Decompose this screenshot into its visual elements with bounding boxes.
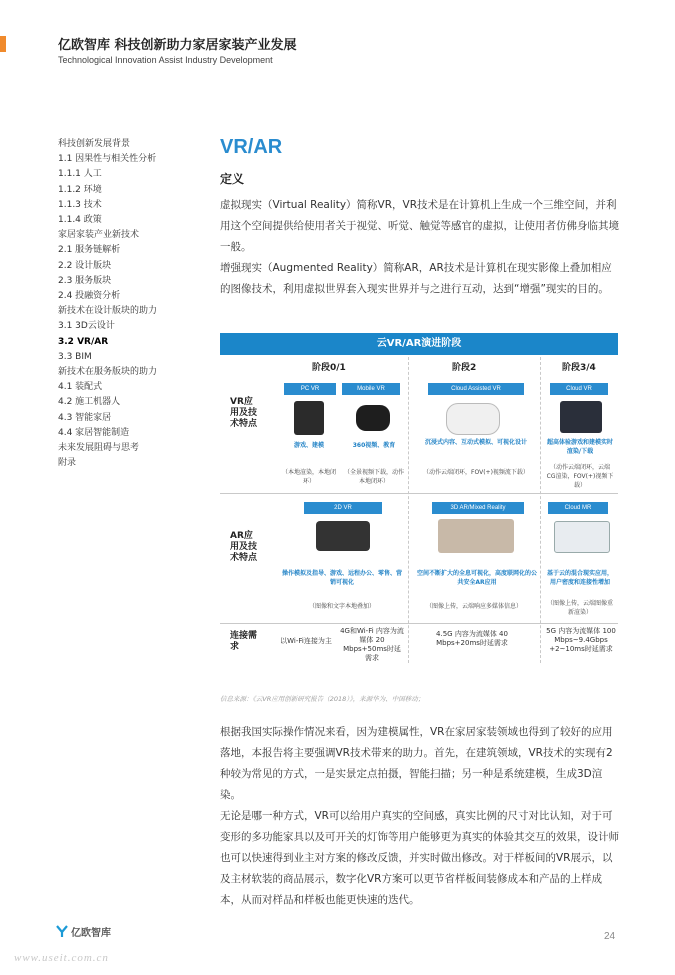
- connectivity-stage1: 4G和Wi-Fi 内容为流媒体 20 Mbps+50ms时延需求: [340, 627, 404, 662]
- ar-glasses-image: [316, 521, 370, 551]
- ar-stage0-use: 操作模拟及指导、游戏、远程办公、零售、营销可视化: [281, 570, 402, 586]
- vr-stage0-note: （本地渲染，本地闭环）: [281, 469, 336, 485]
- tag-cloud-assisted-vr: Cloud Assisted VR: [428, 383, 524, 395]
- footer-logo: [56, 924, 111, 939]
- tag-cloud-vr: Cloud VR: [550, 383, 608, 395]
- vr-stage3-note: （动作云端闭环，云端CG渲染，FOV(+)视频下载）: [546, 464, 614, 489]
- toc-item[interactable]: 4.4 家居智能制造: [58, 427, 130, 438]
- application-paragraph: 根据我国实际操作情况来看，因为建模属性，VR在家居家装领域也得到了较好的应用落地，本报告将主要强调VR技术带来的助力。首先，在建筑领域，VR技术的实现有2种较为常见的方式，一是实景定点拍摄，智能扫描；另一种是系统建模，生成3D渲染。: [220, 726, 613, 801]
- toc-item[interactable]: 科技创新发展背景: [58, 139, 131, 149]
- toc-item[interactable]: 1.1.4 政策: [58, 215, 102, 226]
- tag-mobile-vr: Mobile VR: [342, 383, 400, 395]
- stage-header: 阶段2: [452, 363, 477, 373]
- toc-item[interactable]: 1.1.1 人工: [58, 169, 102, 180]
- stage-header: 阶段3/4: [562, 363, 596, 373]
- toc-item[interactable]: 3.1 3D云设计: [58, 321, 115, 332]
- row-label-ar: AR应用及技术特点: [230, 531, 258, 563]
- vr-stage1-use: 360视频、教育: [352, 442, 396, 449]
- header-title: 亿欧智库 科技创新助力家居家装产业发展: [58, 38, 297, 53]
- ar-stage3-use: 基于云的混合现实应用，用户密度和连接性增加: [546, 570, 613, 586]
- toc-item[interactable]: 附录: [58, 458, 77, 469]
- vr-stage2-note: （动作云端闭环，FOV(+)视频流下载）: [423, 469, 529, 476]
- vr-stage2-use: 沉浸式内容、互动式模拟、可视化设计: [424, 439, 527, 446]
- vr-stage3-use: 超高体验游戏和建模实时渲染/下载: [546, 439, 613, 455]
- toc-item[interactable]: 1.1.2 环境: [58, 184, 102, 195]
- toc-item[interactable]: 4.1 装配式: [58, 382, 103, 393]
- ar-stage2-use: 空间不断扩大的全息可视化，高度联网化的公共安全AR应用: [416, 570, 537, 586]
- page-number: 24: [604, 931, 616, 942]
- cloud-assisted-vr-headset-image: [446, 403, 500, 435]
- tag-cloud-mr: Cloud MR: [548, 502, 608, 514]
- cloud-vr-ar-stage-table: [220, 333, 618, 663]
- benefit-paragraph: 无论是哪一种方式，VR可以给用户真实的空间感，真实比例的尺寸对比认知，对于可变形的多功能家具以及可开关的灯饰等用户能够更为真实的体验其交互的效果，设计师也可以快速得到业主对方案的修改反馈，并实时做出修改。对于样板间的VR展示，以及主材软装的商品展示，数字化VR方案可以更节省样板间装修成本和产品的上样成本，从而对样品和样板也能更快速的迭代。: [220, 810, 619, 906]
- stage-header: 阶段0/1: [312, 363, 346, 373]
- definition-heading: 定义: [220, 172, 245, 186]
- ar-definition-paragraph: 增强现实（Augmented Reality）简称AR，AR技术是计算机在现实影像上叠加相应的图像技术，利用虚拟世界套入现实世界并与之进行互动，达到“增强”现实的目的。: [220, 262, 612, 295]
- vr-stage0-use: 游戏、建模: [293, 442, 324, 449]
- toc-item[interactable]: 2.3 服务版块: [58, 275, 112, 286]
- row-divider: [220, 493, 618, 494]
- ar-stage3-note: （图像上传，云端图像重新渲染）: [546, 600, 613, 616]
- toc-item[interactable]: 2.4 投融资分析: [58, 291, 121, 302]
- tag-pc-vr: PC VR: [284, 383, 336, 395]
- source-note: 信息来源：《云VR应用创新研究报告（2018）》，来源华为、中国移动；: [220, 695, 425, 703]
- header-subtitle: Technological Innovation Assist Industry Development: [58, 55, 273, 65]
- toc-item[interactable]: 4.3 智能家居: [58, 412, 112, 423]
- vr-definition-paragraph: 虚拟现实（Virtual Reality）简称VR，VR技术是在计算机上生成一个三维空间，并利用这个空间提供给使用者关于视觉、听觉、触觉等感官的虚拟，让使用者仿佛身临其境一般。: [220, 199, 619, 253]
- row-label-vr: VR应用及技术特点: [230, 397, 258, 429]
- connectivity-stage3: 5G 内容为流媒体 100 Mbps~9.4Gbps +2~10ms时延需求: [546, 627, 616, 653]
- toc-item[interactable]: 1.1.3 技术: [58, 199, 102, 210]
- row-divider: [220, 623, 618, 624]
- toc-item[interactable]: 新技术在服务版块的助力: [58, 367, 158, 378]
- tag-2d-vr: 2D VR: [304, 502, 382, 514]
- vr-stage1-note: （全景视频下载，动作本地闭环）: [344, 469, 405, 485]
- table-of-contents: [58, 137, 208, 471]
- mixed-reality-users-image: [438, 519, 514, 553]
- toc-item[interactable]: 未来发展阻碍与思考: [58, 443, 140, 454]
- column-divider: [540, 357, 541, 663]
- section-title: VR/AR: [220, 136, 283, 158]
- pc-vr-headset-image: [294, 401, 324, 435]
- table-title: 云VR/AR演进阶段: [220, 333, 618, 355]
- connectivity-stage0: 以Wi-Fi连接为主: [280, 637, 332, 645]
- footer-logo-text: 亿欧智库: [71, 928, 111, 939]
- toc-item[interactable]: 2.1 服务链解析: [58, 245, 121, 256]
- toc-item[interactable]: 4.2 施工机器人: [58, 397, 121, 408]
- watermark: www.useit.com.cn: [14, 952, 109, 964]
- header-accent-bar: [0, 36, 6, 52]
- cloud-mr-device-image: [554, 521, 610, 553]
- toc-item[interactable]: 3.3 BIM: [58, 351, 92, 362]
- logo-icon: [56, 925, 68, 938]
- toc-item[interactable]: 1.1 因果性与相关性分析: [58, 154, 157, 165]
- mobile-vr-headset-image: [356, 405, 390, 431]
- tag-3d-ar-mixed-reality: 3D AR/Mixed Reality: [432, 502, 524, 514]
- cloud-vr-user-image: [560, 401, 602, 433]
- row-label-connectivity: 连接需求: [230, 631, 258, 652]
- toc-item[interactable]: 新技术在设计版块的助力: [58, 306, 158, 317]
- ar-stage0-note: （图像和文字本地叠加）: [308, 603, 375, 610]
- toc-item[interactable]: 2.2 设计版块: [58, 260, 112, 271]
- toc-item-active[interactable]: 3.2 VR/AR: [58, 336, 109, 347]
- connectivity-stage2: 4.5G 内容为流媒体 40 Mbps+20ms时延需求: [436, 630, 508, 647]
- ar-stage2-note: （图像上传，云端响应多媒体信息）: [425, 603, 522, 610]
- toc-item[interactable]: 家居家装产业新技术: [58, 230, 140, 241]
- column-divider: [408, 357, 409, 663]
